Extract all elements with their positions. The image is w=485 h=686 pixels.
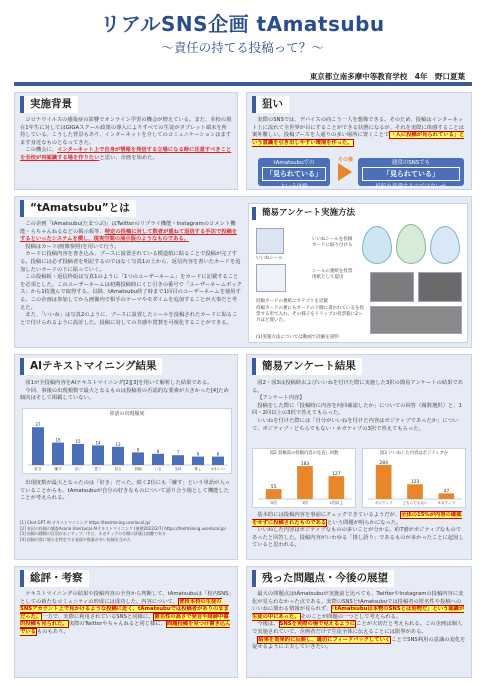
poster-title: リアルSNS企画 tAmatsubu <box>100 12 385 36</box>
author-line: 東京都立南多摩中等教育学校 4年 野口夏葉 <box>309 72 465 81</box>
remaining-highlight-2: SNSを実際の場で見えるように <box>279 621 356 628</box>
about-p5: また、「いいね」は写真2のように、ブースに設置したシールを投稿されたカードに貼ることで付けられるように設計した。投稿に対しての共感や賞賛を可視化することができる。 <box>20 312 238 326</box>
conclusion-p1b: 一方で、実際に利用されているSNSと同様に、 <box>42 613 154 620</box>
survey-method-note: 投稿カードの裏にもカードの下側に書かれているを投票する形で入れ、その様子をドリップの投票箱に2ヶ月ほど置いた。 <box>256 306 364 323</box>
chart-value-label: 14 <box>95 440 101 446</box>
booth-photo-1 <box>370 272 414 302</box>
aim-box-right-line3: 投稿を意識するのではないか <box>375 184 447 190</box>
sticker-photo <box>256 228 284 254</box>
about-text <box>20 221 242 327</box>
chart-bar <box>92 445 104 465</box>
chart-value-label: 27 <box>35 422 41 428</box>
background-heading: 実施背景 <box>20 96 78 113</box>
ai-p1: 図1が全投稿内容をAIテキストマイニング[2][3]を用いて解析した結果である。 <box>25 380 213 386</box>
chart-value-label: 7 <box>176 450 180 456</box>
chart-category-label: 良い <box>74 467 82 471</box>
chart-category-label: 1回 <box>301 500 309 505</box>
chart-value-label: 55 <box>270 485 277 491</box>
chart-value-label: 123 <box>410 480 420 486</box>
chart-category-label: 全体 <box>174 467 182 471</box>
chart-bar <box>297 466 313 499</box>
survey-result-p5a: 基本的には投稿内容を事前にチェックできているようだが、 <box>257 512 401 518</box>
aim-arrow-label: その後 <box>338 157 354 163</box>
chart-value-label: 9 <box>136 447 140 453</box>
about-highlight: 特定の投稿に対して数者が重ねて返信する手法で投稿をするといったシステムを模し、現実空間の展示版のようなものである。 <box>20 228 238 243</box>
aim-heading: 狙い <box>252 96 289 113</box>
chart-bar <box>407 484 423 499</box>
chart-bar <box>32 427 44 465</box>
chart-value-label: 6 <box>196 451 200 457</box>
chart-category-label: いる <box>154 467 162 471</box>
background-p2 <box>20 147 232 162</box>
chart-value-label: 127 <box>332 472 341 478</box>
chart-bar <box>132 452 144 465</box>
remaining-text <box>252 591 466 652</box>
aim-box-left-line3: という体験 <box>280 184 308 190</box>
chart-bar <box>112 447 124 465</box>
booth-photo-2 <box>418 272 462 302</box>
aim-box-left-line1: tAmatsubuでの <box>273 160 315 166</box>
chart-value-label: 6 <box>216 451 220 457</box>
chart-bar <box>192 457 204 465</box>
card-drop-2 <box>396 224 426 264</box>
survey-result-text-bottom <box>252 512 466 550</box>
conclusion-highlight-2: 匿名性の高さで発言や誹謗中傷的投稿も見られた。 <box>20 613 229 628</box>
chart3-title: 図3 いいねした内容はポジティブか <box>379 451 449 456</box>
revision-count-chart <box>252 457 356 507</box>
card-drop-1 <box>362 226 392 264</box>
chart-category-label: どちらでもない <box>402 501 428 505</box>
label-sticker: いいねシール <box>256 256 283 261</box>
chart-category-label: 見る <box>114 467 122 471</box>
about-p1a: この企画「tAmatsubu(たまつぶ)」はTwitterのリプライ機能・Instagramのコメント機能・らちゃんねるなどの掲示板等、 <box>20 221 236 235</box>
conclusion-highlight-3: 問題投稿を見つけ書き込んでいる <box>20 621 231 635</box>
aim-arrow-icon <box>338 163 352 181</box>
chart-category-label: ポジティブ <box>374 501 393 505</box>
ballot-box-photo <box>370 306 462 334</box>
background-p2b: と思い、企画を始めた。 <box>99 154 158 161</box>
survey-result-p5b: という問題が明らかになった。 <box>327 519 402 526</box>
survey-result-p3: 投稿をした際に「投稿時に内容を何回確認したか」についての回答（複数選択）と、1回・2回以上の3択で答えてもらった。 <box>252 402 462 417</box>
remaining-heading: 残った問題点・今後の展望 <box>252 570 394 587</box>
survey-result-p2: 【アンケート内容】 <box>257 395 305 402</box>
ai-text-top <box>20 380 232 403</box>
word-frequency-chart <box>22 417 232 473</box>
conclusion-heading: 総評・考察 <box>20 570 89 587</box>
about-p4: この投稿板・返信枠版は写真1のように「1つのユーザーネーム」をカードに記載することを必須とした。このユーザーネームは初期投稿時にくじ引きの番号で「ユーザーネームボックス」から1枚選んで取得する。以降、tAmatsubu終了時まで1回目のユーザーネームを使用する。この企画は参加してから画像内で相手のテーマやモダイムを追加することが大事だと考えた。 <box>20 274 242 311</box>
background-p2a: この機会に、 <box>25 147 58 154</box>
chart-category-label: 思う <box>94 467 102 471</box>
aim-box-left-big: 「見られている」 <box>262 167 326 181</box>
chart-value-label: 183 <box>300 462 310 468</box>
remaining-p1b: そのことが問題の一つとして考えられる。 <box>300 613 402 620</box>
answer-label: 投稿カードの裏紙にカテゴリを記載 <box>256 299 328 304</box>
ai-p3: 出現度数が最大となったのは「好き」だった。続く2位にも「嫌す」という単語が入っていることからも、tAmatsubuが自分の好きなものについて話り合う場として機能したことが考えられる。 <box>20 480 230 502</box>
aim-box-right-big: 「見られている」 <box>362 167 460 181</box>
chart-category-label: ネガティブ <box>437 501 456 505</box>
chart-bar <box>172 455 184 465</box>
chart-bar <box>52 443 64 465</box>
chart-bar <box>266 489 282 499</box>
poster-subtitle: 〜責任の持てる投稿って？〜 <box>161 40 324 55</box>
aim-highlight: 「人に投稿が見られている」という意識を引き出しやすい環境を作った。 <box>252 132 465 146</box>
chart-value-label: 8 <box>156 448 160 454</box>
remaining-highlight-1: 「tAmatsubuは本物のSNSとは別物だ」という認識が生徒の中にあった。 <box>252 606 465 620</box>
background-p1: コロナウイルスの感染症の影響でオンライン学習の機会が増えている。また、本校の現在1年生に対してはGIGAスクール政策の導入によりすべての生徒がタブレット端末を所持している。こうした背景もあり、インターネットを介してのコミュニケーションはますます身近なものとなってきた。 <box>20 117 232 146</box>
survey-result-heading: 簡易アンケート結果 <box>252 358 362 375</box>
conclusion-highlight-1: 普段本校の生徒のSNSアカウント上で見かけるような投稿に近く、tAmatsubuでは投稿者がありのままだった。 <box>20 598 229 620</box>
chart-category-label: 2回以上 <box>329 500 344 505</box>
chart-value-label: 47 <box>443 489 450 495</box>
aim-text-a: 実際のSNSでは、デバイスの向こう一人を想像できる。そのため、投稿はインターネット上に流れて全世界が目にすることができる状態になるが、それを実際に体感することは案外難しい。投稿ブースを人通りの多い場所に置くことで <box>252 117 464 139</box>
survey-result-p6: いいねした内容はポジティブなものの多いことが分かる。約7割がポジティブなものであったと回答した。投稿内容がいわゆる「推し語り」であるものが多かったことに起因していると思われる。 <box>252 527 464 549</box>
positive-like-chart <box>362 457 466 507</box>
survey-result-text-top <box>252 380 466 433</box>
chart-bar <box>212 457 224 465</box>
label-like: いいねシールを投稿カードに貼り付ける <box>312 237 353 248</box>
remaining-p3b: ことでSNS利用の意識の変化を促せるように工夫していきたい。 <box>252 636 466 651</box>
survey-method-caption: (1)実施方法については動画で詳細を説明 <box>256 335 339 340</box>
chart-value-label: 13 <box>115 441 121 447</box>
survey-result-highlight: 全体の15%が内容の確認をせずに投稿されたものである <box>252 512 462 526</box>
word-frequency-chart-title: 単語の出現頻度 <box>109 411 145 417</box>
conclusion-p1c: 実際のTwitterやちゃんねると同じ様に、 <box>68 621 166 628</box>
chart-value-label: 16 <box>55 437 61 443</box>
aim-box-right <box>358 158 464 190</box>
ai-text-bottom <box>20 480 232 503</box>
chart-category-label: 好き <box>34 467 42 471</box>
chart-category-label: 推し <box>194 467 202 471</box>
survey-method-heading: 簡易アンケート実施方法 <box>252 207 361 220</box>
about-p2: 投稿はカード(画像参照)を用いて行う。 <box>25 243 120 250</box>
card-photo <box>256 264 286 292</box>
chart-value-label: 15 <box>75 439 81 444</box>
background-text <box>20 117 232 163</box>
chart-value-label: 284 <box>379 460 388 466</box>
chart2-title: 図2 投稿前の投稿内容の見直し回数 <box>269 451 339 456</box>
chart-category-label: 投稿 <box>134 467 142 471</box>
remaining-highlight-3: 結果を効果的に反映し、適切にフィードバックしていく <box>258 636 391 643</box>
ai-heading: AIテキストマイニング結果 <box>20 358 162 375</box>
remaining-p1a: 最大の問題点はtAmatsubuが実施前と比べても、TwitterやInstagramの投稿内容に変化が見られなかった点である。実際のSNSとtAmatsubuでは投稿者の匿名性や投稿へのいいねに関わる情報が見られず、 <box>252 591 464 613</box>
ai-references: [1] Chat GPT AI テキストマイニング https://textmining.userlocal.jp/ [2] 本田の投稿の調査Asana UserLocal AIテキストマイニング (参照2022/2/7) https://textmining.userlocal.jp/ [3] 投稿の種類の区別がポジティブ、中立、ネガティブの分類の評価は困難である [4] 投稿内容に個人を特定する表現や数量が多い投稿を含めた <box>20 520 226 542</box>
remaining-p2b: ことが大切だと考えられる。この企画は個人で実施されていて、企画者だけで生徒全体に伝えることには限界がある。 <box>252 621 463 635</box>
background-highlight: インターネット上で自身が情報を発信する立場になる時に注意すべきことを全校が再認識する場を作りたい <box>20 147 232 161</box>
chart-category-label: 0回 <box>270 500 277 505</box>
card-drop-3 <box>430 226 460 264</box>
conclusion-text <box>20 591 232 637</box>
aim-box-left <box>258 158 330 190</box>
aim-box-right-line1: 通常のSNSでも <box>391 160 431 166</box>
conclusion-p1a: テキストマイニングの結果や投稿内容の全容から判断して、tAmatsubuは「校内SNS」としての新たなコミュニティの形成には成功した。内容について、 <box>20 591 232 605</box>
survey-result-p4: いいねを付けた際には「自分がいいねを付けた内容はポジティブであったか」について、ポジティブ・どちらでもない・ネガティブの3択で答えてもらった。 <box>252 417 459 432</box>
conclusion-p1d: ものもあり。 <box>36 628 69 635</box>
chart-category-label: 嫌す <box>54 467 62 471</box>
label-cover: シールの裏紙を投票用紙として提出 <box>312 269 353 280</box>
chart-bar <box>72 444 84 465</box>
about-heading: “tAmatsubu”とは <box>20 200 136 217</box>
survey-result-p1: 図2・図3は投稿時およびいいねを付けた際に実施した3択の簡易アンケートの結果である。 <box>252 380 464 394</box>
about-p3: カードに投稿内容を書き込み、ブースに設置されている模造紙に貼ることで投稿が完了する。投稿には必ず投稿者を明記するのではなく写真1の上から、返信内容を書いたカードを追加したいカードの下に貼っていく。 <box>20 251 241 273</box>
chart-bar <box>376 465 392 499</box>
aim-text <box>252 117 466 147</box>
chart-category-label: かわいい <box>210 467 226 471</box>
ai-p2: 今回、事後の出現頻数で最大となるものは投稿者の否認的な要素が大きかった[4]ため傾向はそして掲載していない。 <box>20 387 229 402</box>
title-divider <box>14 82 472 86</box>
remaining-p2a: 今後は、 <box>257 621 279 628</box>
chart-bar <box>152 454 164 465</box>
chart-bar <box>329 476 345 499</box>
